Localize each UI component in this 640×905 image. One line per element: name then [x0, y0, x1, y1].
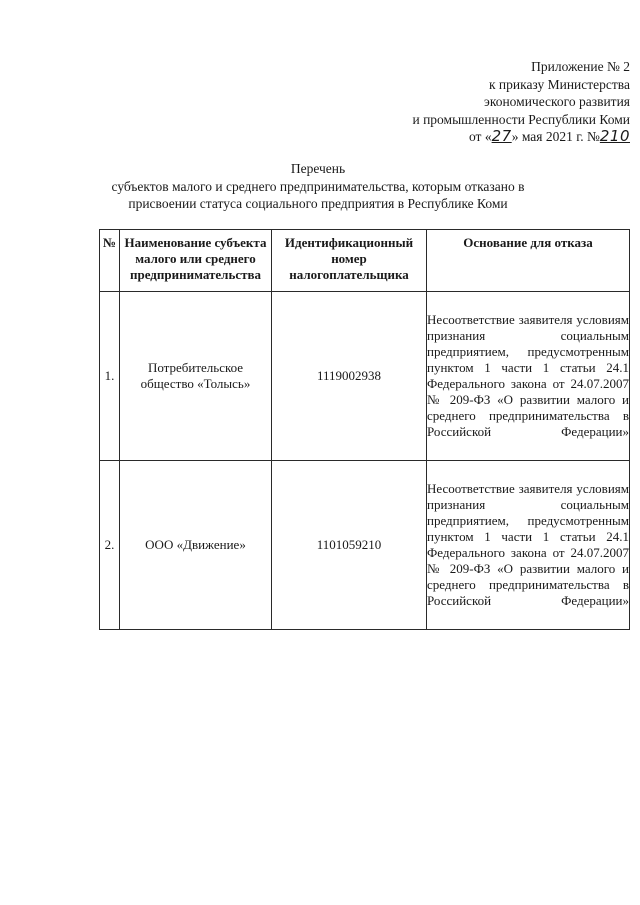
row-number: 1.: [100, 292, 120, 461]
appendix-number: Приложение № 2: [531, 59, 630, 74]
entity-inn: 1119002938: [272, 292, 427, 461]
handwritten-order-number: 210: [599, 127, 630, 145]
handwritten-day: 27: [491, 127, 512, 145]
date-prefix: от «: [468, 129, 492, 144]
ministry-name-part1: экономического развития: [484, 94, 630, 109]
ministry-name-part2: и промышленности Республики Коми: [412, 111, 630, 127]
entity-name: Потребительское общество «Толысь»: [120, 292, 272, 461]
title-heading: Перечень: [290, 161, 346, 176]
column-header-name: Наименование субъекта малого или среднего предпринимательства: [120, 230, 272, 292]
refusal-table: [99, 229, 630, 630]
order-reference: к приказу Министерства: [488, 76, 630, 92]
row-number: 2.: [100, 461, 120, 630]
column-header-number: №: [100, 230, 120, 292]
table-header-row: [100, 230, 630, 292]
entity-inn: 1101059210: [272, 461, 427, 630]
refusal-reason: Несоответствие заявителя условиям признания социальным предприятием, предусмотренным пунктом 1 части 1 статьи 24.1 Федерального закона от 24.07.2007 № 209-ФЗ «О развитии малого и среднего предпринимательства в Российской Федерации»: [427, 292, 630, 461]
table-row: [100, 292, 630, 461]
title-subtitle: субъектов малого и среднего предпринимательства, которым отказано в присвоении статуса социального предприятия в Республике Коми: [111, 179, 525, 211]
date-middle: » мая 2021 г. №: [511, 129, 600, 144]
column-header-reason: Основание для отказа: [427, 230, 630, 292]
entity-name: ООО «Движение»: [120, 461, 272, 630]
document-header: [412, 58, 630, 146]
order-date-line: [412, 128, 630, 146]
table-row: [100, 461, 630, 630]
column-header-inn: Идентификационный номер налогоплательщика: [272, 230, 427, 292]
refusal-reason: Несоответствие заявителя условиям признания социальным предприятием, предусмотренным пунктом 1 части 1 статьи 24.1 Федерального закона от 24.07.2007 № 209-ФЗ «О развитии малого и среднего предпринимательства в Российской Федерации»: [427, 461, 630, 630]
document-title: [108, 160, 528, 212]
